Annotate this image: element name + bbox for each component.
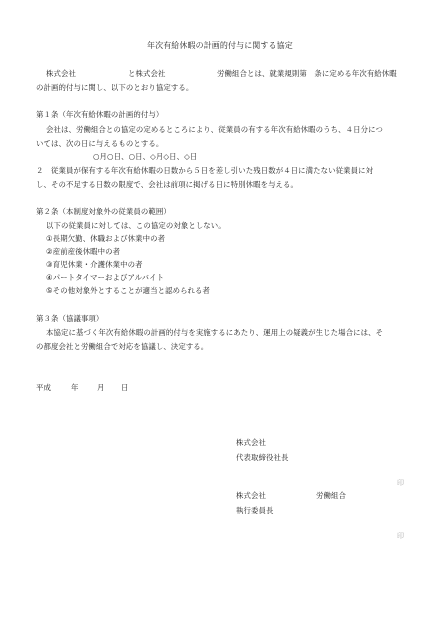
intro-line2: の計画的付与に関し、以下のとおり協定する。 [36, 83, 194, 92]
signature-union-title: 執行委員長 [236, 506, 274, 515]
article2-item: ②産前産後休暇中の者 [46, 247, 121, 256]
article1-p1-line2: いては、次の日に与えるものとする。 [36, 139, 164, 148]
date-era: 平成 [36, 383, 51, 392]
intro-company: 株式会社 [46, 69, 76, 78]
seal-mark: 印 [397, 532, 405, 540]
article1-heading: 第１条（年次有給休暇の計画的付与） [36, 110, 164, 119]
article2-heading: 第２条（本制度対象外の従業員の範囲） [36, 207, 171, 216]
article1-dates: ○月○日、○日、◇月◇日、◇日 [93, 152, 198, 161]
signature-union-company: 株式会社 [236, 491, 266, 500]
article2-item: ⑤その他対象外とすることが適当と認められる者 [46, 286, 211, 295]
article2-item: ③育児休業・介護休業中の者 [46, 260, 143, 269]
seal-mark: 印 [397, 479, 405, 487]
article3-line1: 本協定に基づく年次有給休暇の計画的付与を実施するにあたり、運用上の疑義が生じた場合には、そ [46, 328, 384, 337]
article3-heading: 第３条（協議事項） [36, 314, 104, 323]
article2-item: ④パートタイマーおよびアルバイト [46, 273, 165, 282]
article1-p2-line2: し、その不足する日数の限度で、会社は前項に掲げる日に特別休暇を与える。 [36, 180, 299, 189]
intro-union: 労働組合とは、就業規則第 条に定める年次有給休暇 [217, 69, 397, 78]
article2-lead: 以下の従業員に対しては、この協定の対象としない。 [46, 221, 226, 230]
document-title: 年次有給休暇の計画的付与に関する協定 [147, 41, 293, 50]
article1-p2-line1: ２ 従業員が保有する年次有給休暇の日数から５日を差し引いた残日数が４日に満たない従業員に対 [36, 166, 374, 175]
signature-company-title: 代表取締役社長 [236, 453, 289, 462]
article1-p1-line1: 会社は、労働組合との協定の定めるところにより、従業員の有する年次有給休暇のうち、４日分につ [46, 125, 383, 134]
intro-and-company: と株式会社 [128, 69, 166, 78]
article3-line2: の都度会社と労働組合で対応を協議し、決定する。 [36, 342, 209, 351]
signature-union-name: 労働組合 [316, 491, 346, 500]
article2-item: ①長期欠勤、休職および休業中の者 [46, 234, 166, 243]
date-day: 日 [121, 383, 129, 392]
signature-company: 株式会社 [236, 438, 266, 447]
date-year: 年 [71, 383, 79, 392]
date-month: 月 [97, 383, 105, 392]
